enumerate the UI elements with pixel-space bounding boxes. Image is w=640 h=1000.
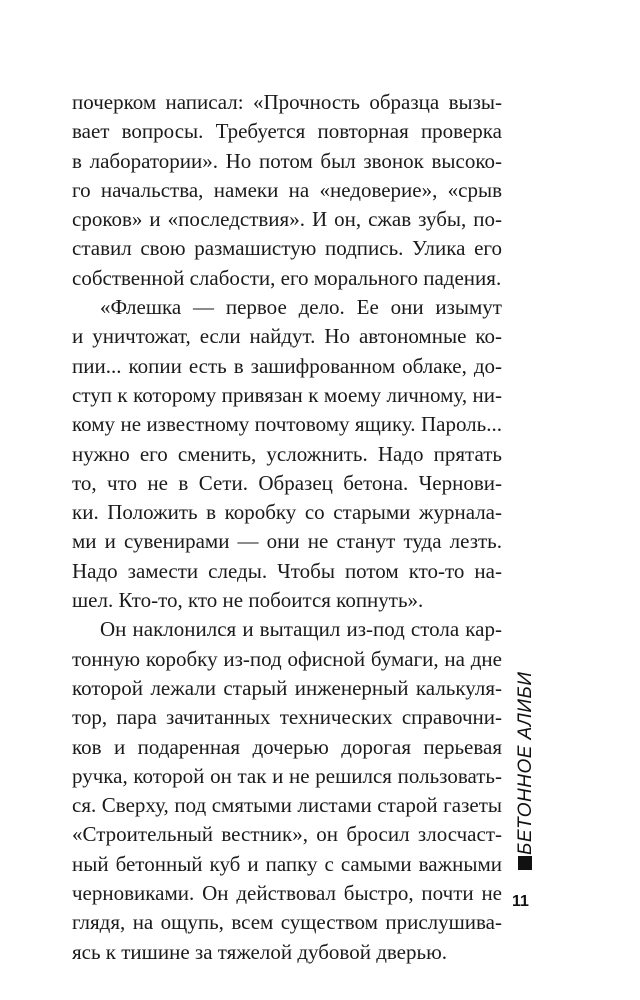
text-line: и уничтожат, если найдут. Но автономные ко- bbox=[72, 324, 502, 349]
text-line: ясь к тишине за тяжелой дубовой дверью. bbox=[72, 939, 448, 964]
text-line: сроков» и «последствия». И он, сжав зубы, по- bbox=[72, 207, 502, 232]
text-line: глядя, на ощупь, всем существом прислушива- bbox=[72, 910, 502, 935]
text-line: Надо замести следы. Чтобы потом кто-то на- bbox=[72, 558, 502, 583]
text-line: ки. Положить в коробку со старыми журнала- bbox=[72, 500, 502, 525]
text-line: «Строительный вестник», он бросил злосчаст- bbox=[72, 822, 502, 847]
text-line: го начальства, намеки на «недоверие», «срыв bbox=[72, 177, 502, 202]
text-line: которой лежали старый инженерный калькуля- bbox=[72, 675, 502, 700]
text-line: нужно его сменить, усложнить. Надо прятать bbox=[72, 441, 502, 466]
text-line: черновиками. Он действовал быстро, почти не bbox=[72, 881, 502, 906]
text-line: шел. Кто-то, кто не побоится копнуть». bbox=[72, 588, 424, 613]
text-line: ный бетонный куб и папку с самыми важными bbox=[72, 851, 502, 876]
text-line: ступ к которому привязан к моему личному, ни- bbox=[72, 382, 502, 407]
text-line: ков и подаренная дочерью дорогая перьевая bbox=[72, 734, 502, 759]
text-line: в лаборатории». Но потом был звонок высоко- bbox=[72, 148, 502, 173]
text-line: ставил свою размашистую подпись. Улика его bbox=[72, 236, 502, 261]
page-body-text bbox=[72, 88, 502, 967]
text-line: кому не известному почтовому ящику. Пароль... bbox=[72, 412, 502, 437]
square-marker-icon bbox=[518, 856, 532, 870]
book-title-sidebar bbox=[503, 605, 563, 855]
text-line: ручка, которой он так и не решился пользовать- bbox=[72, 763, 502, 788]
text-line: ми и сувенирами — они не станут туда лезть. bbox=[72, 529, 502, 554]
text-line: пии... копии есть в зашифрованном облаке, до- bbox=[72, 353, 502, 378]
text-line: почерком написал: «Прочность образца вызы- bbox=[72, 90, 502, 114]
text-line: то, что не в Сети. Образец бетона. Чернови- bbox=[72, 470, 502, 495]
text-line: «Флешка — первое дело. Ее они изымут bbox=[100, 295, 502, 320]
text-line: тонную коробку из-под офисной бумаги, на дне bbox=[72, 646, 502, 671]
page-number: 11 bbox=[512, 893, 529, 910]
text-line: ся. Сверху, под смятыми листами старой газеты bbox=[72, 793, 502, 818]
text-line: собственной слабости, его морального падения. bbox=[72, 265, 502, 290]
text-line: Он наклонился и вытащил из-под стола кар- bbox=[100, 617, 502, 642]
text-line: вает вопросы. Требуется повторная проверка bbox=[72, 119, 502, 144]
text-line: тор, пара зачитанных технических справочни- bbox=[72, 705, 502, 730]
book-title: БЕТОННОЕ АЛИБИ bbox=[515, 671, 536, 855]
